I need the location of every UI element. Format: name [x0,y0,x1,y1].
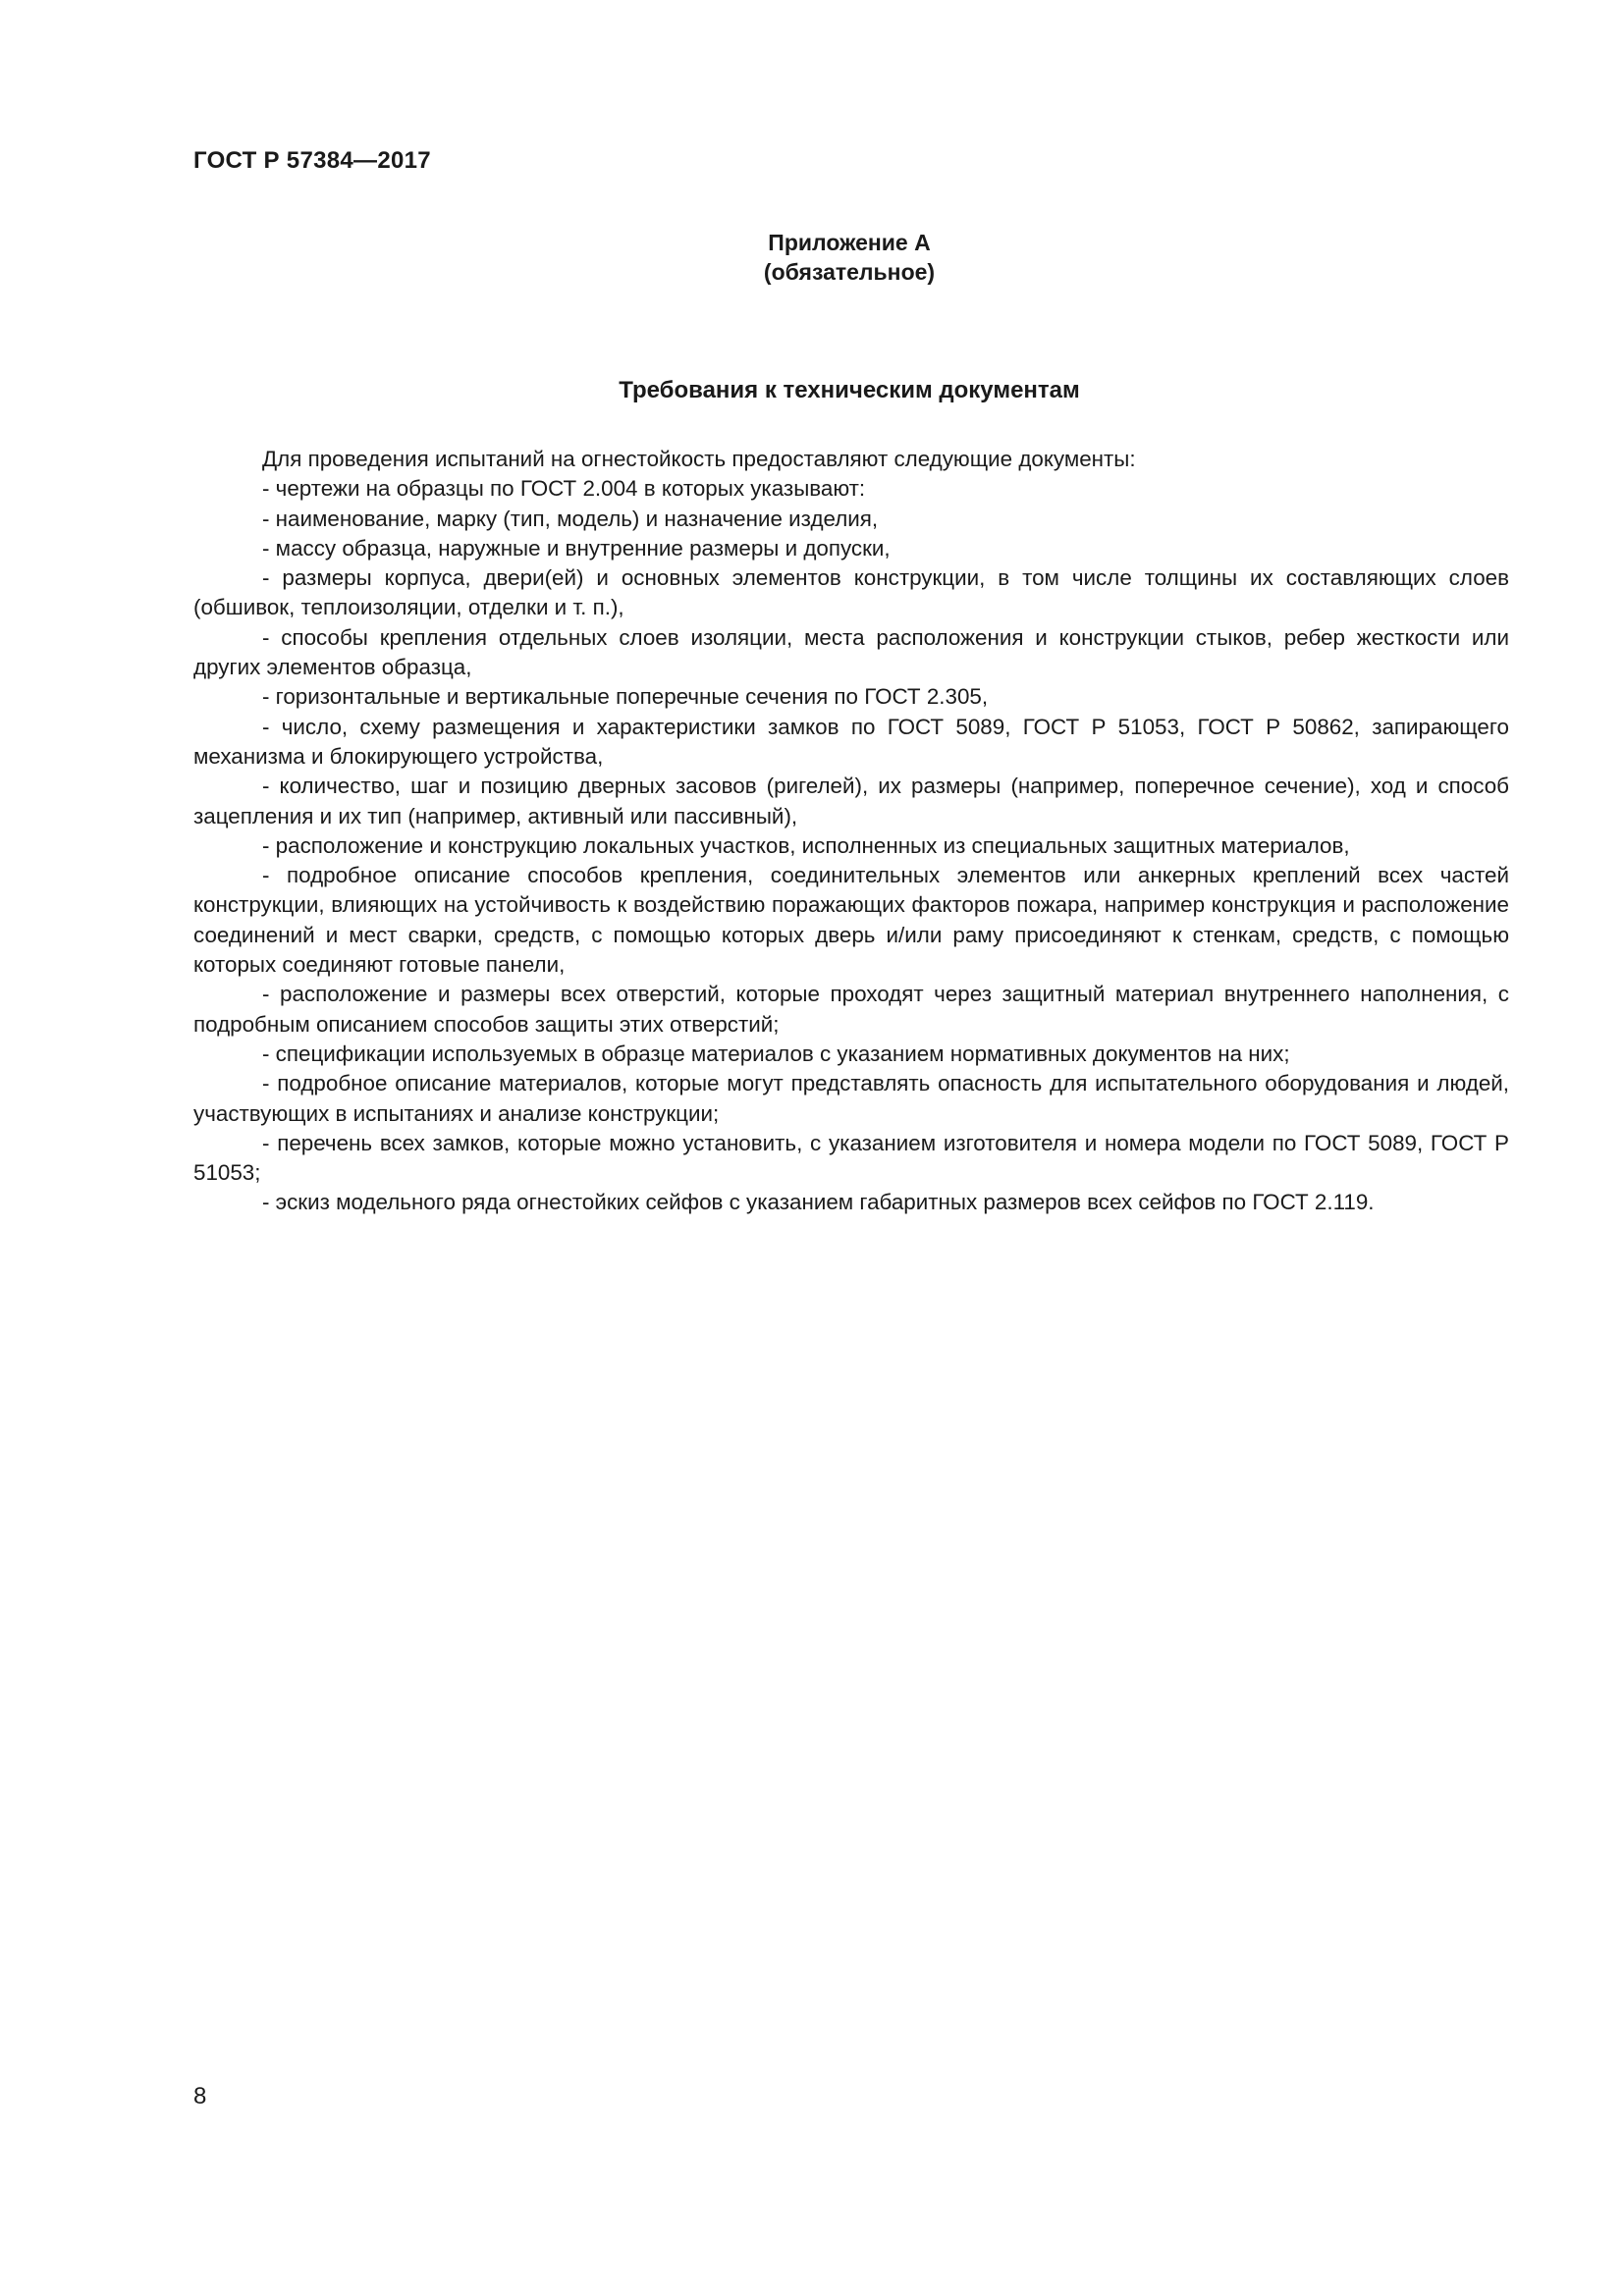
list-item: - количество, шаг и позицию дверных засовов (ригелей), их размеры (например, поперечное сечение), ход и способ зацепления и их тип (например, активный или пассивный), [193,774,1509,828]
list-item: - горизонтальные и вертикальные поперечные сечения по ГОСТ 2.305, [262,684,989,710]
requirements-list [193,445,1509,1218]
section-title: Требования к техническим документам [619,377,1080,403]
intro-paragraph: Для проведения испытаний на огнестойкость предоставляют следующие документы: [262,447,1136,471]
list-item: - наименование, марку (тип, модель) и назначение изделия, [262,506,879,531]
list-item: - расположение и конструкцию локальных участков, исполненных из специальных защитных материалов, [262,832,1350,858]
appendix-title: Приложение А [768,230,931,255]
list-item: - способы крепления отдельных слоев изоляции, места расположения и конструкции стыков, ребер жесткости или других элементов образца, [193,624,1509,680]
list-item: - перечень всех замков, которые можно установить, с указанием изготовителя и номера модели по ГОСТ 5089, ГОСТ Р 51053; [193,1130,1509,1186]
page-number: 8 [193,2083,207,2109]
list-item: - число, схему размещения и характеристики замков по ГОСТ 5089, ГОСТ Р 51053, ГОСТ Р 50862, запирающего механизма и блокирующего устройства, [193,714,1509,769]
list-item: - чертежи на образцы по ГОСТ 2.004 в которых указывают: [262,476,866,502]
list-item: - подробное описание способов крепления, соединительных элементов или анкерных креплений всех частей конструкции, влияющих на устойчивость к воздействию поражающих факторов пожара, например конструкция и расположение соединений и мест сварки, средств, с помощью которых дверь и/или раму присоединяют к стенкам, средств, с помощью которых соединяют готовые панели, [193,863,1509,978]
standard-code-header: ГОСТ Р 57384—2017 [193,147,431,174]
appendix-status: (обязательное) [763,259,936,285]
list-item: - массу образца, наружные и внутренние размеры и допуски, [262,535,891,561]
list-item: - спецификации используемых в образце материалов с указанием нормативных документов на них; [262,1041,1290,1066]
list-item: - подробное описание материалов, которые могут представлять опасность для испытательного оборудования и людей, участвующих в испытаниях и анализе конструкции; [193,1071,1509,1126]
list-item: - расположение и размеры всех отверстий, которые проходят через защитный материал внутреннего наполнения, с подробным описанием способов защиты этих отверстий; [193,982,1509,1037]
list-item: - эскиз модельного ряда огнестойких сейфов с указанием габаритных размеров всех сейфов по ГОСТ 2.119. [262,1190,1375,1215]
list-item: - размеры корпуса, двери(ей) и основных элементов конструкции, в том числе толщины их составляющих слоев (обшивок, теплоизоляции, отделки и т. п.), [193,565,1509,620]
